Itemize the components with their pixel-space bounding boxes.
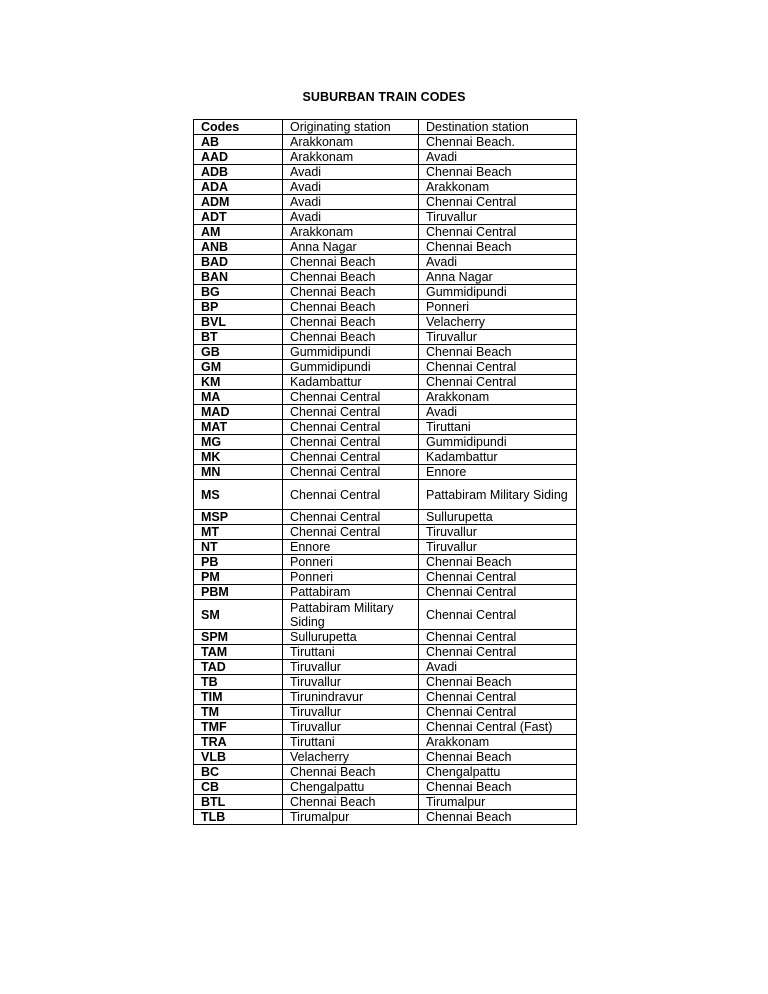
- cell-destination-station: Gummidipundi: [419, 435, 577, 450]
- cell-destination-station: Avadi: [419, 660, 577, 675]
- cell-code: MAD: [194, 405, 283, 420]
- table-row: [194, 405, 577, 420]
- cell-code: ADA: [194, 180, 283, 195]
- cell-destination-station: Chennai Central: [419, 645, 577, 660]
- cell-originating-station: Chennai Central: [283, 510, 419, 525]
- table-row: [194, 210, 577, 225]
- cell-code: MN: [194, 465, 283, 480]
- cell-code: TMF: [194, 720, 283, 735]
- cell-originating-station: Chennai Central: [283, 390, 419, 405]
- cell-originating-station: Tiruvallur: [283, 675, 419, 690]
- cell-originating-station: Chennai Central: [283, 465, 419, 480]
- cell-destination-station: Chennai Beach: [419, 675, 577, 690]
- cell-originating-station: Sullurupetta: [283, 630, 419, 645]
- cell-destination-station: Chennai Central: [419, 630, 577, 645]
- cell-code: CB: [194, 780, 283, 795]
- cell-destination-station: Avadi: [419, 405, 577, 420]
- cell-code: MG: [194, 435, 283, 450]
- cell-code: PB: [194, 555, 283, 570]
- cell-originating-station: Chennai Beach: [283, 315, 419, 330]
- cell-destination-station: Anna Nagar: [419, 270, 577, 285]
- cell-destination-station: Ennore: [419, 465, 577, 480]
- cell-code: BTL: [194, 795, 283, 810]
- page-title: SUBURBAN TRAIN CODES: [302, 90, 466, 104]
- cell-destination-station: Chennai Beach: [419, 240, 577, 255]
- table-row: [194, 630, 577, 645]
- cell-destination-station: Chennai Beach: [419, 780, 577, 795]
- cell-originating-station: Chennai Central: [283, 450, 419, 465]
- cell-code: BVL: [194, 315, 283, 330]
- cell-originating-station: Chennai Central: [283, 525, 419, 540]
- cell-code: GB: [194, 345, 283, 360]
- table-row: [194, 705, 577, 720]
- train-codes-table: [193, 119, 577, 825]
- cell-destination-station: Gummidipundi: [419, 285, 577, 300]
- cell-destination-station: Chennai Beach: [419, 165, 577, 180]
- cell-destination-station: Avadi: [419, 255, 577, 270]
- cell-originating-station: Chennai Beach: [283, 795, 419, 810]
- table-row: [194, 255, 577, 270]
- cell-code: TM: [194, 705, 283, 720]
- header-originating-station: Originating station: [283, 120, 419, 135]
- table-row: [194, 360, 577, 375]
- cell-code: BAN: [194, 270, 283, 285]
- cell-destination-station: Tiruvallur: [419, 330, 577, 345]
- cell-destination-station: Chengalpattu: [419, 765, 577, 780]
- table-row: [194, 750, 577, 765]
- cell-destination-station: Tirumalpur: [419, 795, 577, 810]
- cell-destination-station: Pattabiram Military Siding: [419, 480, 577, 510]
- table-row: [194, 735, 577, 750]
- table-body: [194, 135, 577, 825]
- cell-code: NT: [194, 540, 283, 555]
- cell-destination-station: Chennai Central: [419, 600, 577, 630]
- table-row: [194, 765, 577, 780]
- cell-originating-station: Kadambattur: [283, 375, 419, 390]
- cell-destination-station: Chennai Central: [419, 360, 577, 375]
- cell-originating-station: Chennai Beach: [283, 330, 419, 345]
- cell-originating-station: Avadi: [283, 180, 419, 195]
- table-row: [194, 150, 577, 165]
- cell-code: MAT: [194, 420, 283, 435]
- table-row: [194, 225, 577, 240]
- cell-originating-station: Gummidipundi: [283, 345, 419, 360]
- cell-originating-station: Chennai Beach: [283, 765, 419, 780]
- cell-code: BC: [194, 765, 283, 780]
- table-row: [194, 375, 577, 390]
- cell-code: AB: [194, 135, 283, 150]
- cell-code: TRA: [194, 735, 283, 750]
- cell-code: BT: [194, 330, 283, 345]
- table-row: [194, 780, 577, 795]
- header-codes: Codes: [194, 120, 283, 135]
- cell-originating-station: Ponneri: [283, 555, 419, 570]
- cell-code: TLB: [194, 810, 283, 825]
- cell-originating-station: Chennai Central: [283, 480, 419, 510]
- cell-destination-station: Chennai Beach: [419, 345, 577, 360]
- cell-code: MSP: [194, 510, 283, 525]
- table-row: [194, 420, 577, 435]
- cell-destination-station: Chennai Central: [419, 225, 577, 240]
- cell-originating-station: Ponneri: [283, 570, 419, 585]
- cell-originating-station: Tiruttani: [283, 735, 419, 750]
- cell-code: SPM: [194, 630, 283, 645]
- cell-originating-station: Pattabiram Military Siding: [283, 600, 419, 630]
- table-row: [194, 540, 577, 555]
- table-row: [194, 165, 577, 180]
- table-row: [194, 315, 577, 330]
- cell-originating-station: Tiruvallur: [283, 705, 419, 720]
- table-row: [194, 690, 577, 705]
- cell-originating-station: Chennai Central: [283, 420, 419, 435]
- cell-originating-station: Tirunindravur: [283, 690, 419, 705]
- cell-code: TIM: [194, 690, 283, 705]
- cell-destination-station: Chennai Central: [419, 690, 577, 705]
- cell-destination-station: Velacherry: [419, 315, 577, 330]
- table-row: [194, 240, 577, 255]
- table-row: [194, 270, 577, 285]
- cell-originating-station: Gummidipundi: [283, 360, 419, 375]
- cell-destination-station: Chennai Beach: [419, 810, 577, 825]
- cell-destination-station: Tiruttani: [419, 420, 577, 435]
- cell-code: BAD: [194, 255, 283, 270]
- cell-code: VLB: [194, 750, 283, 765]
- cell-originating-station: Tiruvallur: [283, 660, 419, 675]
- cell-destination-station: Chennai Central: [419, 375, 577, 390]
- table-row: [194, 600, 577, 630]
- cell-originating-station: Chengalpattu: [283, 780, 419, 795]
- table-row: [194, 450, 577, 465]
- cell-originating-station: Tiruttani: [283, 645, 419, 660]
- cell-destination-station: Chennai Beach.: [419, 135, 577, 150]
- table-row: [194, 510, 577, 525]
- cell-destination-station: Chennai Central: [419, 705, 577, 720]
- cell-code: BP: [194, 300, 283, 315]
- table-row: [194, 795, 577, 810]
- table-row: [194, 195, 577, 210]
- cell-destination-station: Tiruvallur: [419, 210, 577, 225]
- cell-destination-station: Sullurupetta: [419, 510, 577, 525]
- table-row: [194, 480, 577, 510]
- cell-originating-station: Chennai Beach: [283, 300, 419, 315]
- cell-originating-station: Arakkonam: [283, 225, 419, 240]
- cell-originating-station: Chennai Beach: [283, 285, 419, 300]
- table-row: [194, 300, 577, 315]
- table-header-row: [194, 120, 577, 135]
- cell-code: MK: [194, 450, 283, 465]
- cell-destination-station: Tiruvallur: [419, 525, 577, 540]
- cell-code: TAM: [194, 645, 283, 660]
- cell-destination-station: Chennai Beach: [419, 555, 577, 570]
- cell-originating-station: Chennai Central: [283, 435, 419, 450]
- cell-code: MS: [194, 480, 283, 510]
- cell-code: ADM: [194, 195, 283, 210]
- table-row: [194, 660, 577, 675]
- table-row: [194, 525, 577, 540]
- cell-originating-station: Avadi: [283, 210, 419, 225]
- cell-originating-station: Chennai Beach: [283, 255, 419, 270]
- cell-code: KM: [194, 375, 283, 390]
- cell-originating-station: Tiruvallur: [283, 720, 419, 735]
- cell-destination-station: Arakkonam: [419, 180, 577, 195]
- cell-destination-station: Chennai Central (Fast): [419, 720, 577, 735]
- cell-code: PBM: [194, 585, 283, 600]
- cell-destination-station: Arakkonam: [419, 390, 577, 405]
- table-row: [194, 645, 577, 660]
- table-row: [194, 810, 577, 825]
- cell-originating-station: Anna Nagar: [283, 240, 419, 255]
- cell-code: AAD: [194, 150, 283, 165]
- table-row: [194, 555, 577, 570]
- cell-code: ADT: [194, 210, 283, 225]
- table-row: [194, 570, 577, 585]
- cell-originating-station: Avadi: [283, 195, 419, 210]
- table-row: [194, 135, 577, 150]
- cell-code: MT: [194, 525, 283, 540]
- cell-code: MA: [194, 390, 283, 405]
- cell-originating-station: Ennore: [283, 540, 419, 555]
- cell-destination-station: Arakkonam: [419, 735, 577, 750]
- cell-originating-station: Arakkonam: [283, 135, 419, 150]
- table-row: [194, 435, 577, 450]
- cell-destination-station: Chennai Central: [419, 570, 577, 585]
- cell-destination-station: Chennai Central: [419, 585, 577, 600]
- cell-code: ANB: [194, 240, 283, 255]
- cell-code: TB: [194, 675, 283, 690]
- cell-code: ADB: [194, 165, 283, 180]
- cell-destination-station: Chennai Central: [419, 195, 577, 210]
- header-destination-station: Destination station: [419, 120, 577, 135]
- cell-code: AM: [194, 225, 283, 240]
- cell-code: PM: [194, 570, 283, 585]
- cell-destination-station: Avadi: [419, 150, 577, 165]
- table-row: [194, 285, 577, 300]
- cell-originating-station: Arakkonam: [283, 150, 419, 165]
- cell-destination-station: Ponneri: [419, 300, 577, 315]
- cell-code: TAD: [194, 660, 283, 675]
- cell-originating-station: Chennai Central: [283, 405, 419, 420]
- cell-originating-station: Chennai Beach: [283, 270, 419, 285]
- cell-originating-station: Avadi: [283, 165, 419, 180]
- table-row: [194, 720, 577, 735]
- cell-code: SM: [194, 600, 283, 630]
- table-row: [194, 465, 577, 480]
- table-row: [194, 345, 577, 360]
- table-row: [194, 675, 577, 690]
- table-row: [194, 330, 577, 345]
- cell-code: BG: [194, 285, 283, 300]
- cell-originating-station: Pattabiram: [283, 585, 419, 600]
- cell-originating-station: Velacherry: [283, 750, 419, 765]
- table-row: [194, 180, 577, 195]
- cell-destination-station: Chennai Beach: [419, 750, 577, 765]
- cell-destination-station: Tiruvallur: [419, 540, 577, 555]
- table-row: [194, 390, 577, 405]
- table-row: [194, 585, 577, 600]
- cell-code: GM: [194, 360, 283, 375]
- cell-destination-station: Kadambattur: [419, 450, 577, 465]
- cell-originating-station: Tirumalpur: [283, 810, 419, 825]
